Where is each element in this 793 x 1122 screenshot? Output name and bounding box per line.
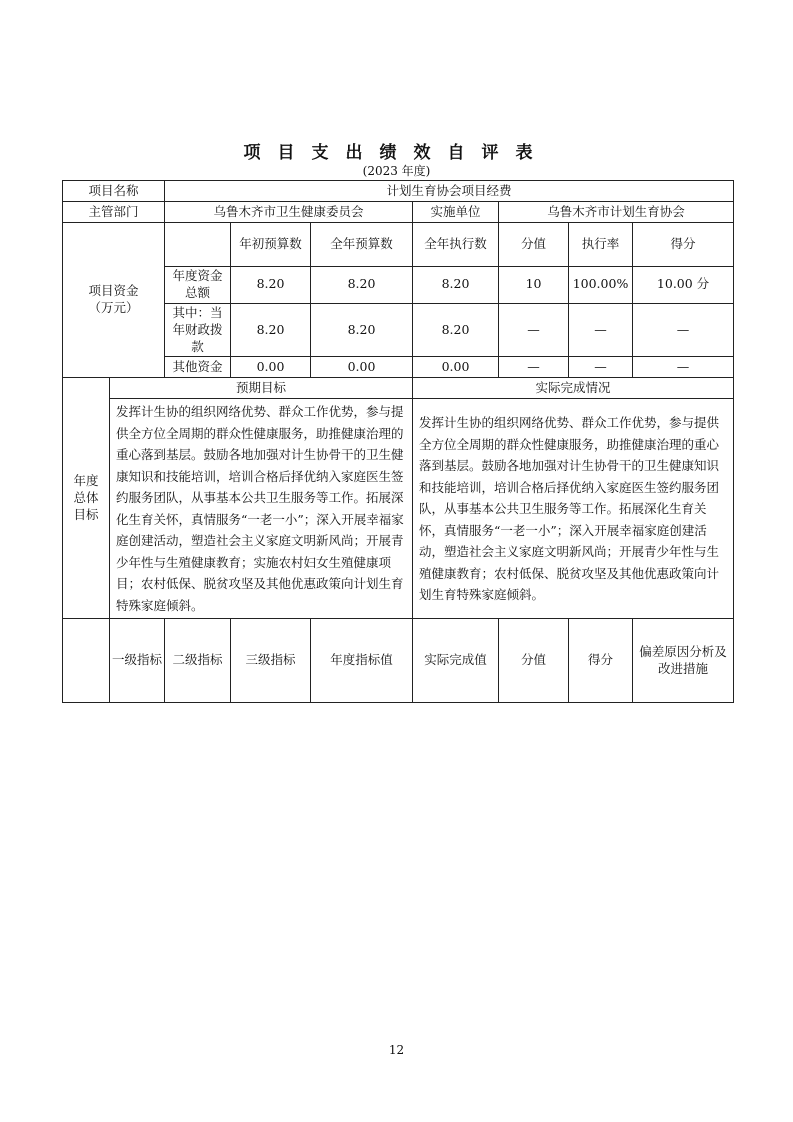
funds-exec: 0.00	[413, 357, 499, 378]
funds-row-label: 年度资金总额	[165, 267, 231, 304]
funds-init: 8.20	[231, 267, 311, 304]
indicator-header-score-value: 分值	[499, 619, 569, 703]
funds-annual: 8.20	[311, 267, 413, 304]
funds-header-init: 年初预算数	[231, 223, 311, 267]
indicator-blank-cell	[63, 619, 110, 703]
indicator-header-level2: 二级指标	[165, 619, 231, 703]
funds-exec: 8.20	[413, 267, 499, 304]
indicator-header-actual: 实际完成值	[413, 619, 499, 703]
funds-score-value: 10	[499, 267, 569, 304]
goals-expected-text: 发挥计生协的组织网络优势、群众工作优势，参与提供全方位全周期的群众性健康服务，助推健康治理的重心落到基层。鼓励各地加强对计生协骨干的卫生健康知识和技能培训，培训合格后择优纳入家庭医生签约服务团队，从事基本公共卫生服务等工作。拓展深化生育关怀，真情服务“一老一小”；深入开展幸福家庭创建活动，塑造社会主义家庭文明新风尚；开展青少年性与生殖健康教育；实施农村妇女生殖健康项目；农村低保、脱贫攻坚及其他优惠政策向计划生育特殊家庭倾斜。	[110, 399, 413, 619]
dept-value: 乌鲁木齐市卫生健康委员会	[165, 202, 413, 223]
dept-label: 主管部门	[63, 202, 165, 223]
project-name-value: 计划生育协会项目经费	[165, 181, 734, 202]
funds-rate: 100.00%	[569, 267, 633, 304]
page-number: 12	[388, 1043, 405, 1057]
funds-annual: 8.20	[311, 303, 413, 357]
funds-exec: 8.20	[413, 303, 499, 357]
funds-score-value: —	[499, 303, 569, 357]
indicator-header-score: 得分	[569, 619, 633, 703]
goals-label: 年度 总体 目标	[63, 378, 110, 619]
funds-score: —	[633, 303, 734, 357]
performance-table	[62, 180, 734, 703]
funds-init: 0.00	[231, 357, 311, 378]
impl-label: 实施单位	[413, 202, 499, 223]
funds-header-score: 得分	[633, 223, 734, 267]
funds-annual: 0.00	[311, 357, 413, 378]
indicator-header-level1: 一级指标	[110, 619, 165, 703]
funds-rate: —	[569, 303, 633, 357]
funds-header-score-value: 分值	[499, 223, 569, 267]
funds-header-exec: 全年执行数	[413, 223, 499, 267]
project-name-row	[63, 181, 734, 202]
funds-blank-cell	[165, 223, 231, 267]
indicator-header-deviation: 偏差原因分析及改进措施	[633, 619, 734, 703]
funds-score: 10.00 分	[633, 267, 734, 304]
goals-content-row	[63, 399, 734, 619]
goals-header-row	[63, 378, 734, 399]
goals-actual-text: 发挥计生协的组织网络优势、群众工作优势，参与提供全方位全周期的群众性健康服务，助推健康治理的重心落到基层。鼓励各地加强对计生协骨干的卫生健康知识和技能培训，培训合格后择优纳入家庭医生签约服务团队，从事基本公共卫生服务等工作。拓展深化生育关怀，真情服务“一老一小”；深入开展幸福家庭创建活动，塑造社会主义家庭文明新风尚；开展青少年性与生殖健康教育；农村低保、脱贫攻坚及其他优惠政策向计划生育特殊家庭倾斜。	[413, 399, 734, 619]
funds-header-row	[63, 223, 734, 267]
funds-label: 项目资金 （万元）	[63, 223, 165, 378]
funds-init: 8.20	[231, 303, 311, 357]
goals-expected-header: 预期目标	[110, 378, 413, 399]
funds-score-value: —	[499, 357, 569, 378]
funds-row-label: 其中：当年财政拨款	[165, 303, 231, 357]
funds-header-rate: 执行率	[569, 223, 633, 267]
goals-actual-header: 实际完成情况	[413, 378, 734, 399]
funds-rate: —	[569, 357, 633, 378]
indicator-header-row	[63, 619, 734, 703]
page-title: 项目支出绩效自评表	[243, 143, 550, 163]
funds-header-annual: 全年预算数	[311, 223, 413, 267]
page-subtitle-year: (2023 年度)	[362, 164, 431, 178]
indicator-header-target: 年度指标值	[311, 619, 413, 703]
department-row	[63, 202, 734, 223]
indicator-header-level3: 三级指标	[231, 619, 311, 703]
funds-score: —	[633, 357, 734, 378]
impl-value: 乌鲁木齐市计划生育协会	[499, 202, 734, 223]
project-name-label: 项目名称	[63, 181, 165, 202]
funds-row-label: 其他资金	[165, 357, 231, 378]
